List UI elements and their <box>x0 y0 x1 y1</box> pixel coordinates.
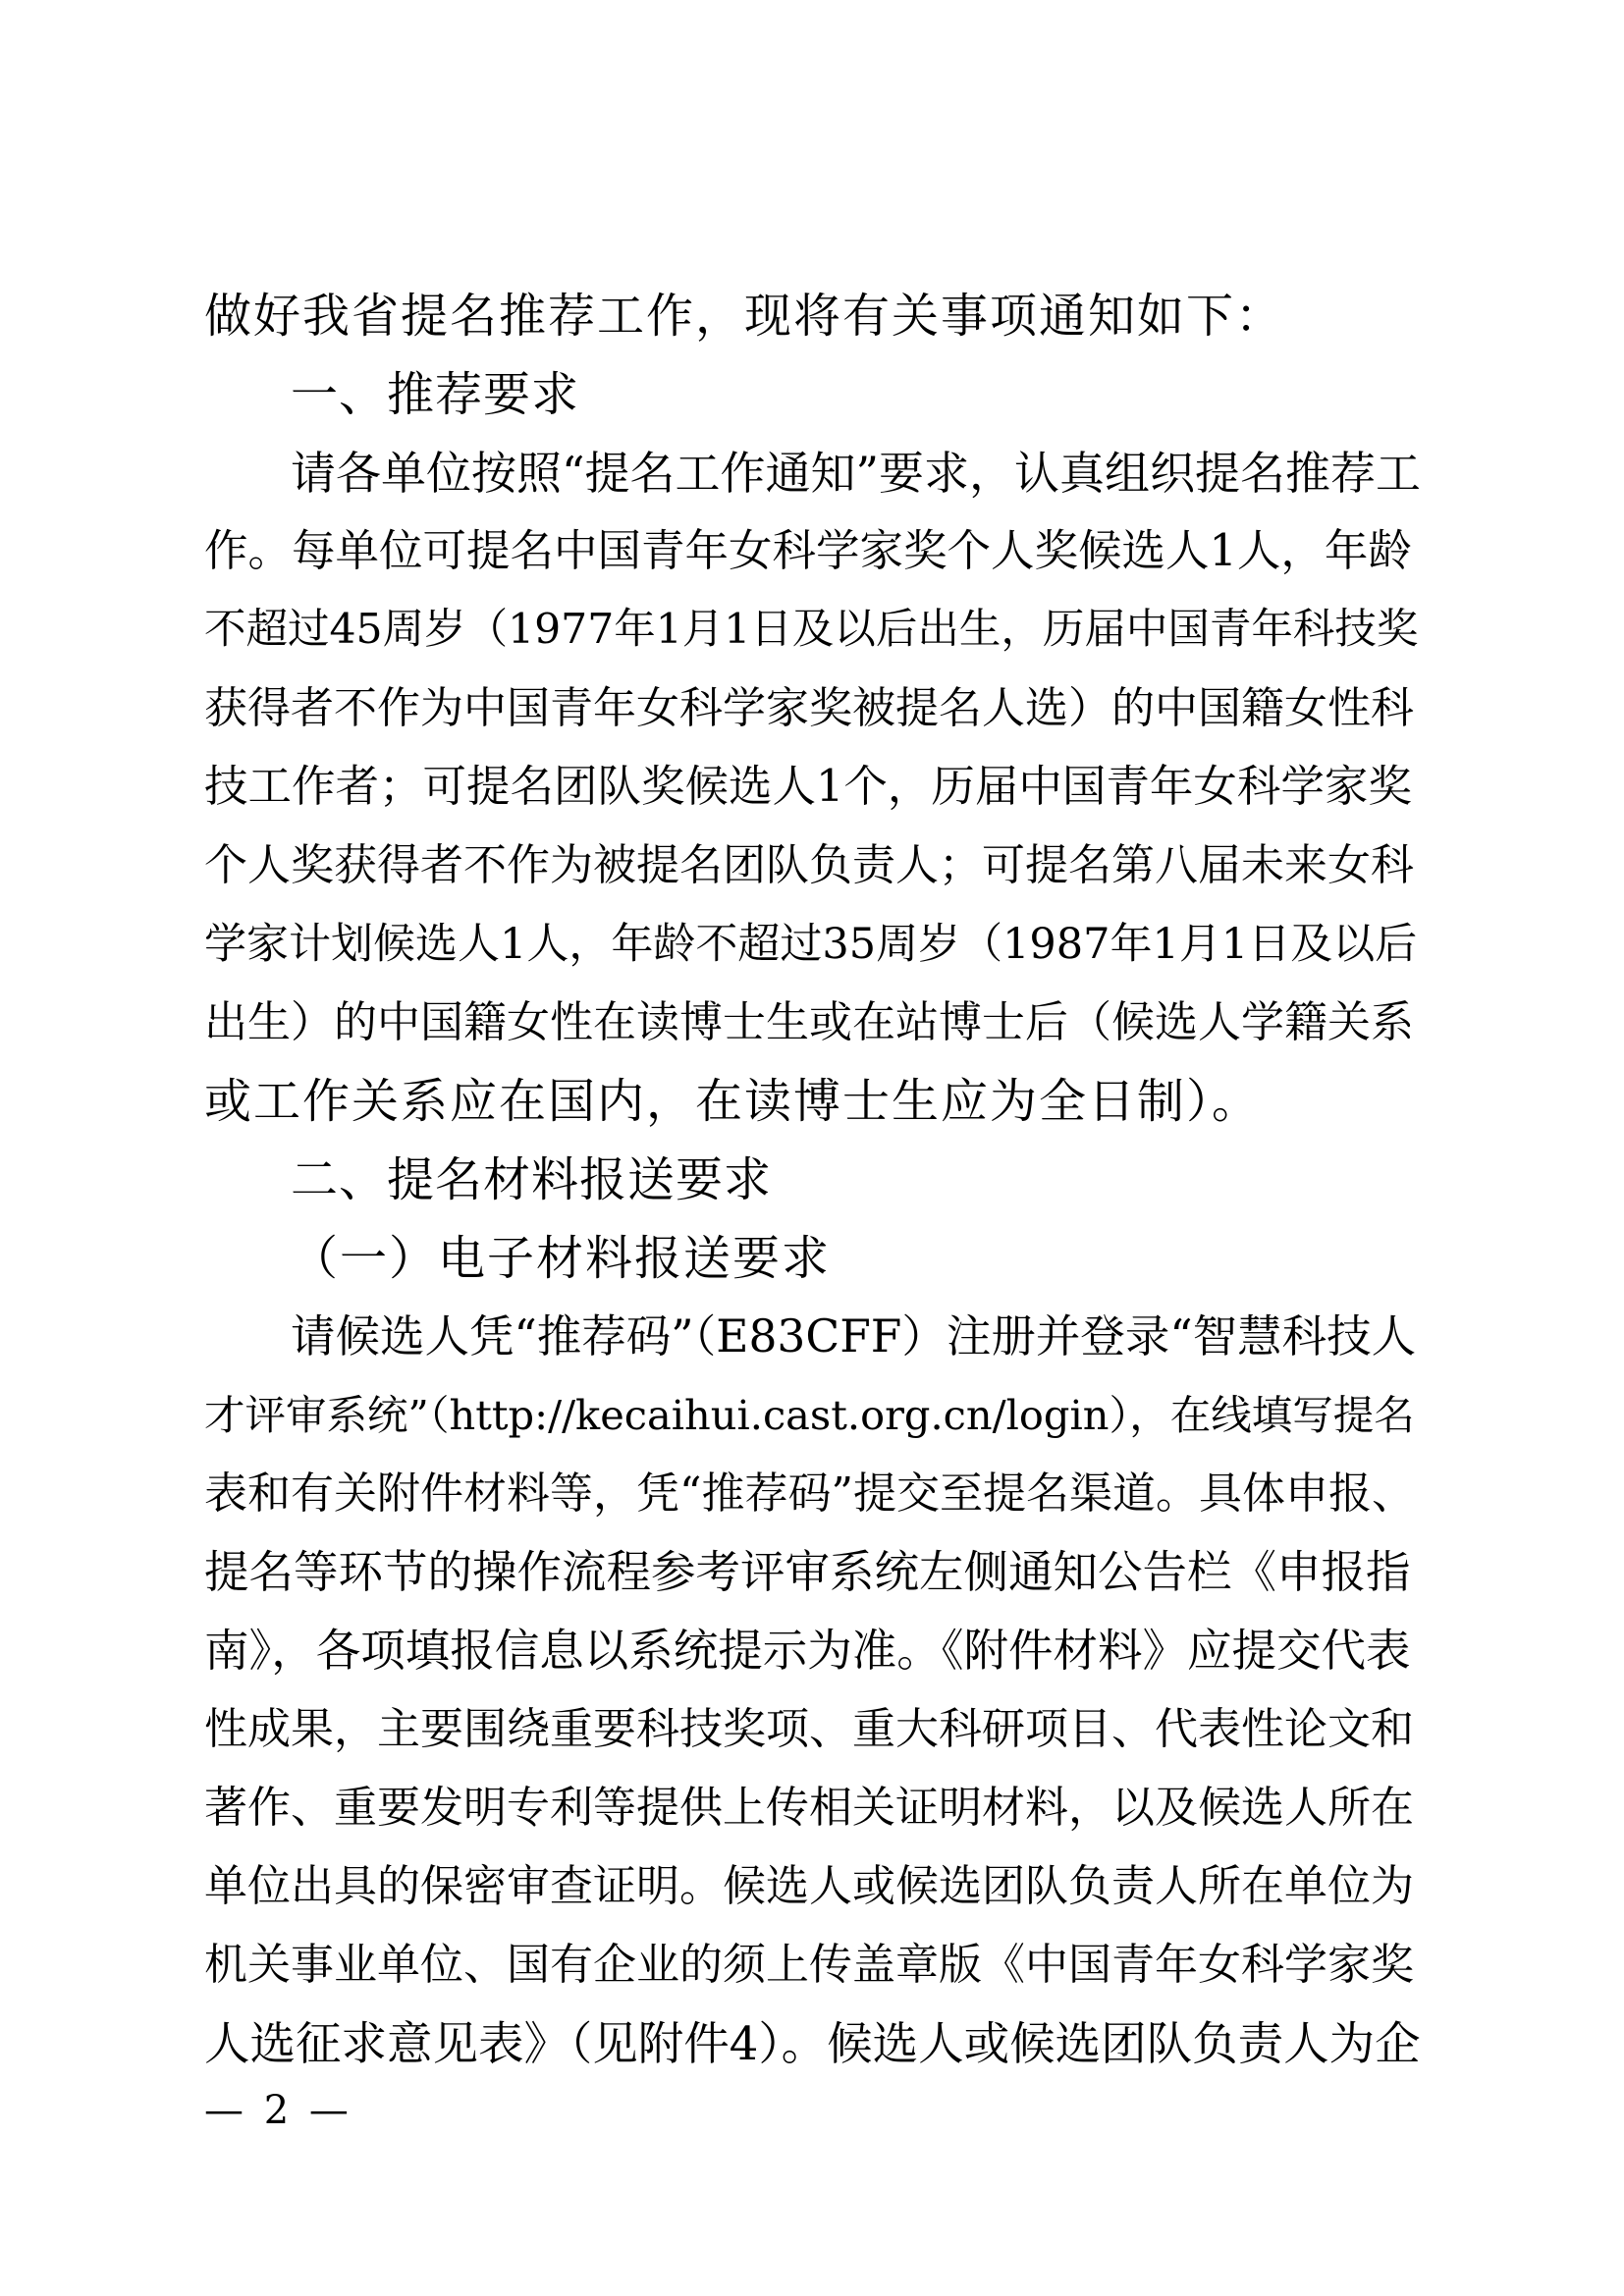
body-line: 著作、重要发明专利等提供上传相关证明材料，以及候选人所在 <box>204 1783 1414 1833</box>
body-line: 才评审系统”（http://kecaihui.cast.org.cn/login），在线填写提名 <box>204 1391 1415 1439</box>
body-line: 南》，各项填报信息以系统提示为准。《附件材料》应提交代表 <box>204 1625 1411 1677</box>
body-line: 获得者不作为中国青年女科学家奖被提名人选）的中国籍女性科 <box>204 683 1414 733</box>
body-line: 性成果，主要围绕重要科技奖项、重大科研项目、代表性论文和 <box>204 1704 1414 1754</box>
paragraph-first-line: 请各单位按照“提名工作通知”要求，认真组织提名推荐工 <box>291 447 1422 500</box>
body-line: 机关事业单位、国有企业的须上传盖章版《中国青年女科学家奖 <box>204 1940 1414 1990</box>
body-line: 单位出具的保密审查证明。候选人或候选团队负责人所在单位为 <box>204 1861 1414 1911</box>
body-line: 或工作关系应在国内，在读博士生应为全日制）。 <box>204 1074 1262 1129</box>
body-line: 学家计划候选人1人，年龄不超过35周岁（1987年1月1日及以后 <box>204 920 1418 969</box>
body-line: 提名等环节的操作流程参考评审系统左侧通知公告栏《申报指 <box>204 1546 1411 1598</box>
section-heading: 二、提名材料报送要求 <box>291 1152 773 1207</box>
body-line: 技工作者；可提名团队奖候选人1个，历届中国青年女科学家奖 <box>204 762 1412 812</box>
body-line: 不超过45周岁（1977年1月1日及以后出生，历届中国青年科技奖 <box>204 606 1419 654</box>
body-line: 表和有关附件材料等，凭“推荐码”提交至提名渠道。具体申报、 <box>204 1468 1415 1519</box>
body-line: 出生）的中国籍女性在读博士生或在站博士后（候选人学籍关系 <box>204 997 1414 1047</box>
body-line: 个人奖获得者不作为被提名团队负责人；可提名第八届未来女科 <box>204 840 1414 890</box>
paragraph-first-line: 请候选人凭“推荐码”（E83CFF）注册并登录“智慧科技人 <box>291 1310 1417 1362</box>
body-line: 作。每单位可提名中国青年女科学家奖个人奖候选人1人，年龄 <box>204 526 1412 576</box>
body-line: 人选征求意见表》（见附件4）。候选人或候选团队负责人为企 <box>204 2017 1421 2070</box>
section-heading: 一、推荐要求 <box>291 367 580 422</box>
subsection-heading: （一）电子材料报送要求 <box>291 1231 832 1286</box>
body-line: 做好我省提名推荐工作，现将有关事项通知如下： <box>204 289 1285 344</box>
page-number: — 2 — <box>204 2088 352 2133</box>
